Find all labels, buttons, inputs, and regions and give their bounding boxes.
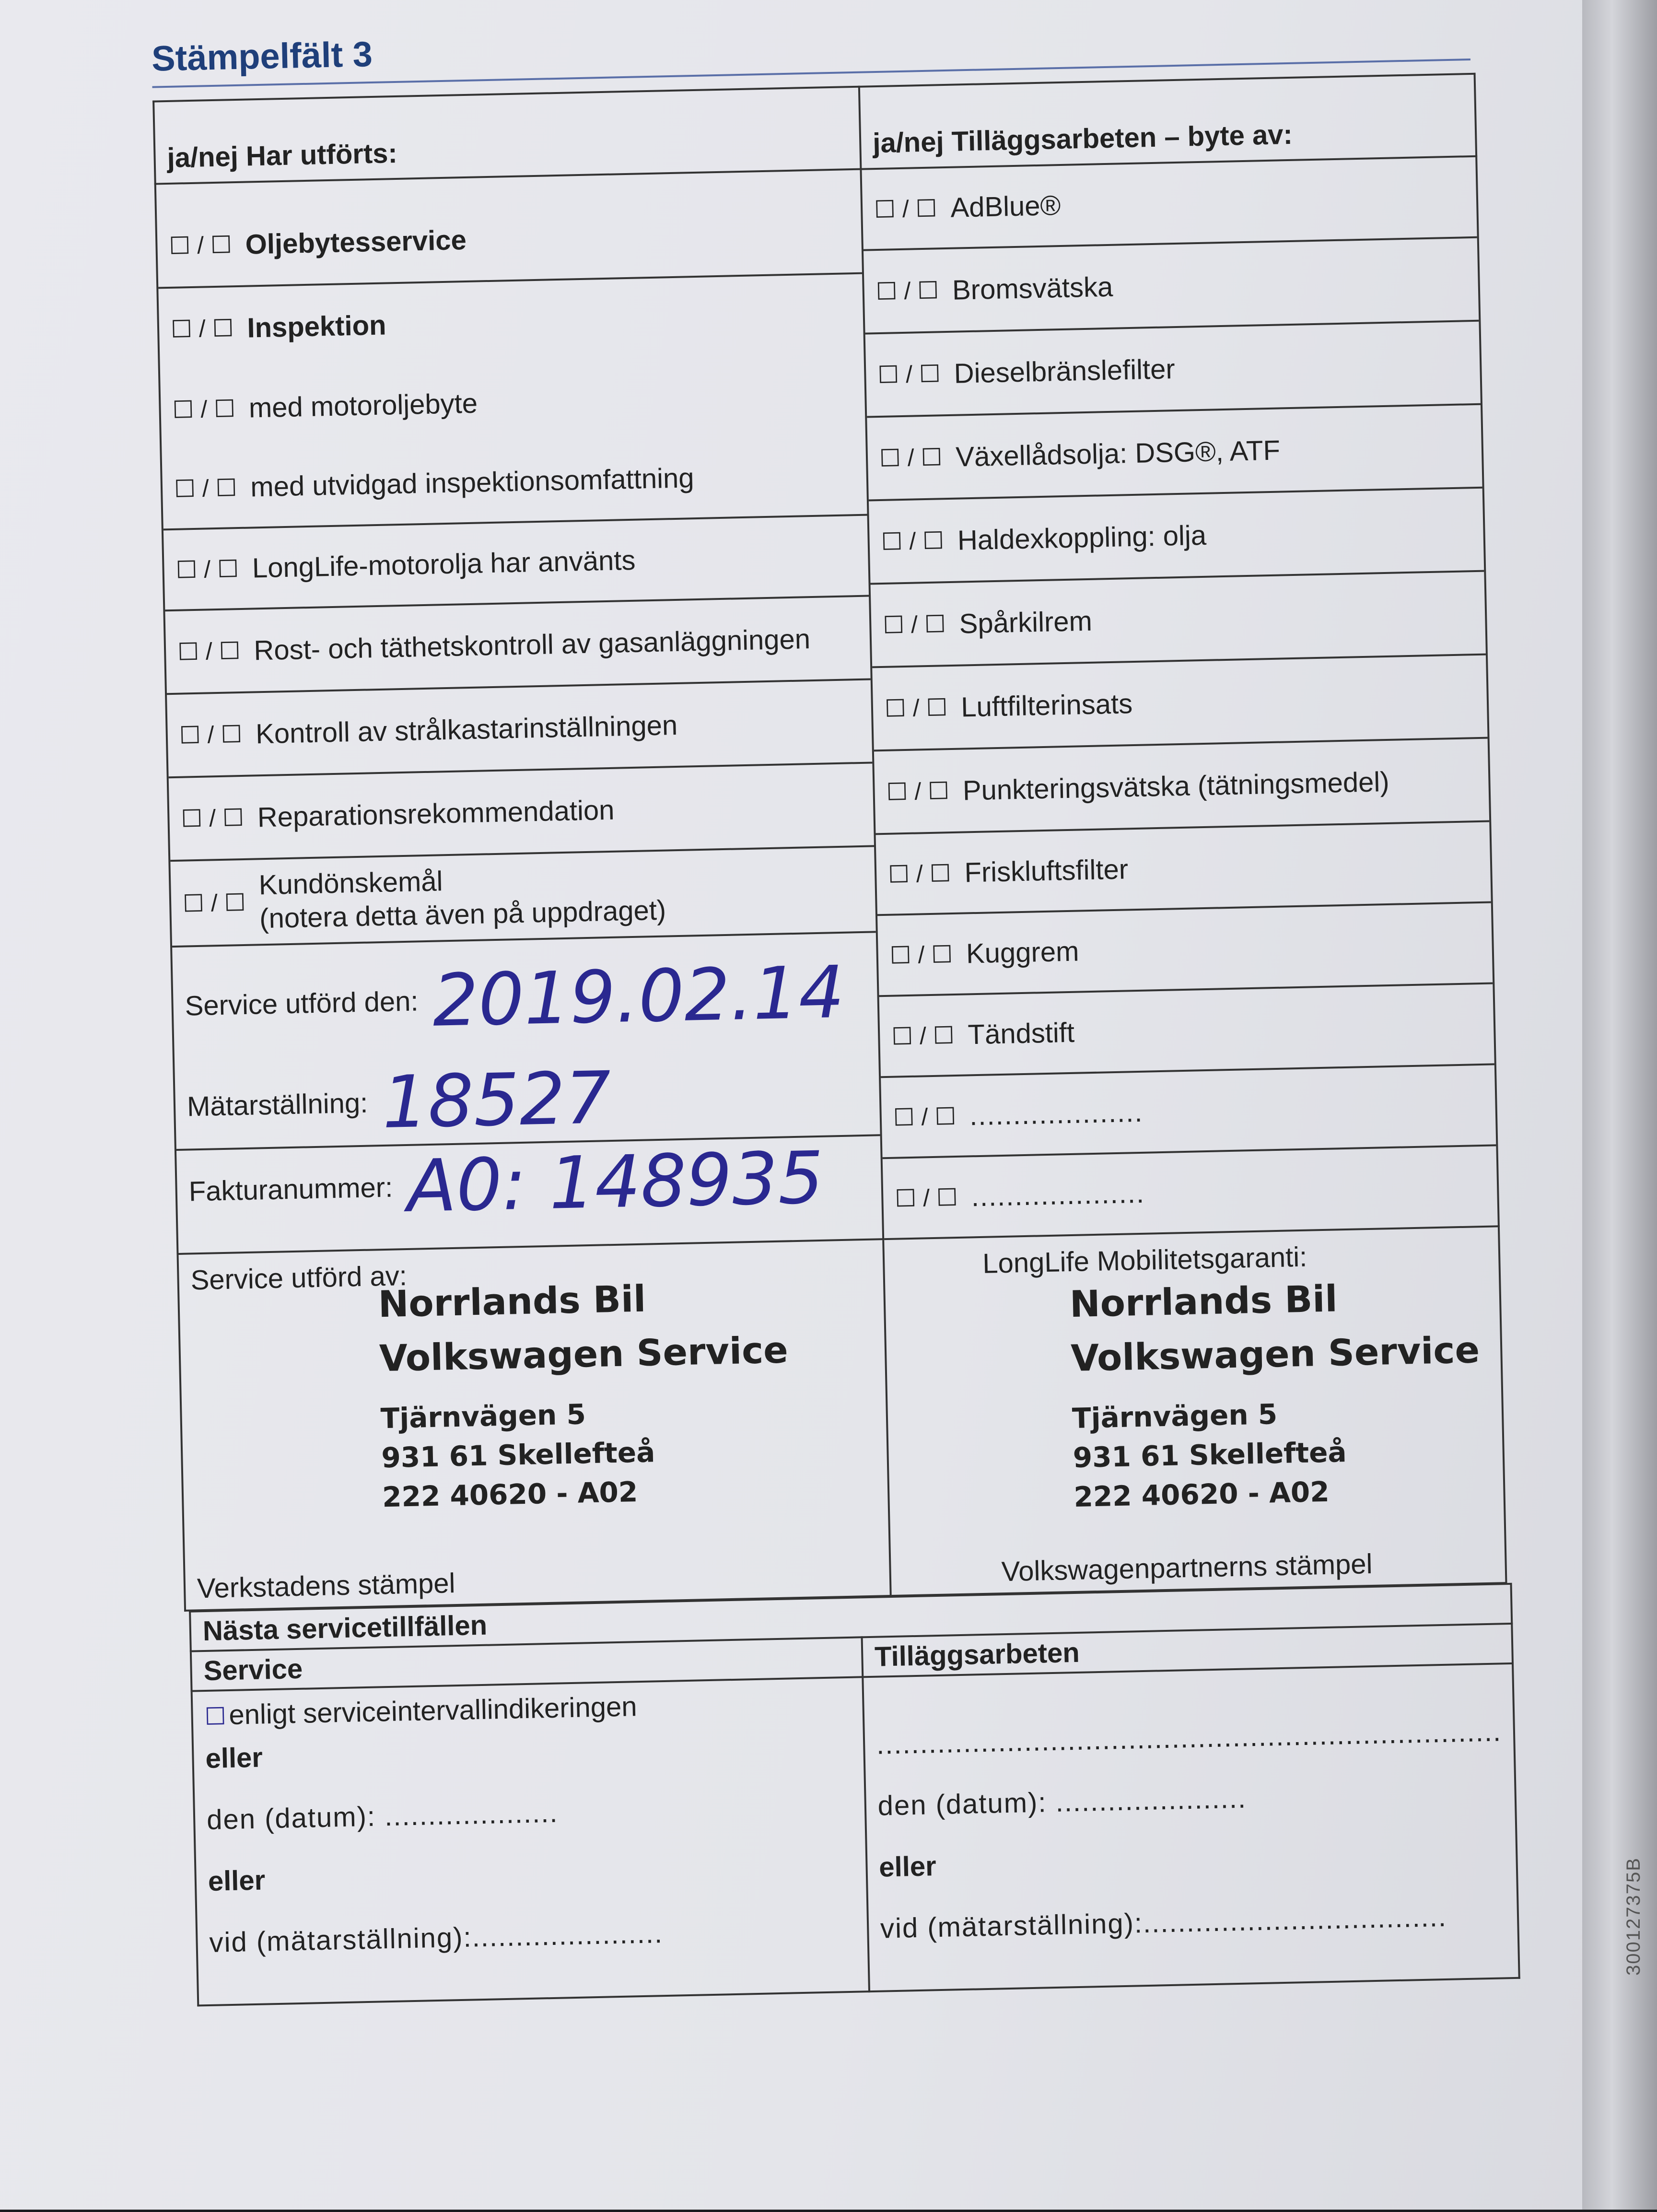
row-label: Reparationsrekommendation <box>257 794 615 833</box>
row-label: Luftfilterinsats <box>960 688 1133 723</box>
invoice-label: Fakturanummer: <box>188 1171 393 1207</box>
performed-list-cell <box>155 169 883 1254</box>
yes-no-checkbox[interactable]: ☐ / ☐ <box>886 777 950 806</box>
row-label: LongLife-motorolja har använts <box>252 544 636 584</box>
indicator-checkbox[interactable]: ☐ <box>204 1703 227 1731</box>
row-adblue[interactable] <box>862 157 1477 251</box>
partner-stamp-cell <box>883 1226 1506 1596</box>
row-label: Spårkilrem <box>958 605 1093 640</box>
row-repair-recommendation[interactable] <box>169 763 874 862</box>
row-label: Växellådsolja: DSG®, ATF <box>955 434 1281 473</box>
yes-no-checkbox[interactable]: ☐ / ☐ <box>179 720 243 749</box>
mobility-guarantee-label: LongLife Mobilitetsgaranti: <box>982 1241 1307 1279</box>
next-additional-right <box>863 1663 1519 1991</box>
yes-no-checkbox[interactable]: ☐ / ☐ <box>891 1021 955 1050</box>
yes-no-checkbox[interactable]: ☐ / ☐ <box>893 1102 957 1131</box>
stamp-dealer-id: 222 40620 - A02 <box>1073 1475 1330 1513</box>
odometer-value[interactable]: 18527 <box>381 1056 612 1145</box>
row-gearbox-oil[interactable] <box>867 405 1482 502</box>
row-diesel-filter[interactable] <box>865 322 1481 418</box>
row-label: Dieselbränslefilter <box>954 353 1176 389</box>
odometer-row <box>175 1050 880 1151</box>
row-headlight-check[interactable] <box>167 680 872 779</box>
row-customer-request[interactable] <box>170 847 875 948</box>
row-longlife-oil[interactable] <box>163 516 869 612</box>
row-blank-2[interactable] <box>883 1146 1498 1238</box>
row-oil-change[interactable] <box>157 191 862 289</box>
yes-no-checkbox[interactable]: ☐ / ☐ <box>174 474 237 503</box>
yes-no-checkbox[interactable]: ☐ / ☐ <box>180 804 245 832</box>
additional-date-field[interactable]: den (datum): ...................... <box>877 1782 1247 1822</box>
additional-odometer-field[interactable]: vid (mätarställning):................................... <box>880 1901 1447 1944</box>
or-label: eller <box>205 1742 263 1775</box>
row-spark-plugs[interactable] <box>879 984 1494 1078</box>
invoice-row <box>176 1136 882 1232</box>
row-label: Punkteringsvätska (tätningsmedel) <box>962 766 1390 807</box>
yes-no-checkbox[interactable]: ☐ / ☐ <box>170 315 234 343</box>
row-label: Haldexkoppling: olja <box>957 519 1207 556</box>
stamp-city: 931 61 Skellefteå <box>381 1436 655 1475</box>
yes-no-checkbox[interactable]: ☐ / ☐ <box>877 360 941 389</box>
yes-no-checkbox[interactable]: ☐ / ☐ <box>168 231 233 259</box>
sheet-title: Stämpelfält 3 <box>151 34 373 79</box>
yes-no-checkbox[interactable]: ☐ / ☐ <box>882 610 946 639</box>
yes-no-checkbox[interactable]: ☐ / ☐ <box>889 940 953 969</box>
service-date-row <box>172 933 878 1065</box>
serial-number: 300127375B <box>1623 1857 1644 1976</box>
row-label: Kundönskemål <box>258 865 443 901</box>
yes-no-checkbox[interactable]: ☐ / ☐ <box>884 694 948 722</box>
indicator-label: enligt serviceintervallindikeringen <box>228 1691 638 1731</box>
row-label: Friskluftsfilter <box>964 854 1129 889</box>
service-date-value[interactable]: 2019.02.14 <box>432 950 845 1043</box>
stamp-street: Tjärnvägen 5 <box>1072 1398 1278 1435</box>
row-label: AdBlue® <box>950 189 1061 223</box>
stamp-city: 931 61 Skellefteå <box>1073 1436 1347 1475</box>
additional-work-field[interactable]: ........................................................................ <box>876 1716 1502 1760</box>
service-date-label: Service utförd den: <box>184 985 419 1022</box>
row-cabin-filter[interactable] <box>876 822 1491 916</box>
row-label: med motoroljebyte <box>248 387 478 424</box>
yes-no-checkbox[interactable]: ☐ / ☐ <box>177 637 241 666</box>
left-column-header: ja/nej Har utförts: <box>153 87 861 184</box>
next-odometer-field[interactable]: vid (mätarställning):...................... <box>209 1918 664 1958</box>
yes-no-checkbox[interactable]: ☐ / ☐ <box>175 555 239 584</box>
yes-no-checkbox[interactable]: ☐ / ☐ <box>874 194 938 223</box>
service-record-table <box>152 73 1507 1612</box>
stamp-service-line: Volkswagen Service <box>1070 1328 1480 1380</box>
row-ribbed-belt[interactable] <box>871 572 1486 668</box>
row-gas-system-check[interactable] <box>165 597 870 695</box>
row-haldex-oil[interactable] <box>869 489 1484 585</box>
workshop-stamp-caption: Verkstadens stämpel <box>197 1568 456 1604</box>
row-label: Kuggrem <box>966 936 1080 970</box>
row-blank-1[interactable] <box>881 1065 1496 1159</box>
row-label: Tändstift <box>967 1017 1075 1051</box>
odometer-label: Mätarställning: <box>187 1087 368 1123</box>
or-label: eller <box>878 1850 937 1883</box>
row-label: Oljebytesservice <box>245 224 467 260</box>
row-label: Kontroll av strålkastarinställningen <box>255 709 678 749</box>
row-label-multiline <box>258 860 666 936</box>
right-column-header: ja/nej Tilläggsarbeten – byte av: <box>859 74 1476 169</box>
next-service-table <box>189 1583 1520 2007</box>
row-puncture-fluid[interactable] <box>874 739 1489 835</box>
invoice-value[interactable]: A0: 148935 <box>406 1136 825 1229</box>
stamp-street: Tjärnvägen 5 <box>380 1398 586 1435</box>
stamp-dealer-name: Norrlands Bil <box>1069 1277 1338 1326</box>
workshop-stamp <box>378 1273 876 1517</box>
row-timing-belt[interactable] <box>877 903 1493 997</box>
performed-by-label: Service utförd av: <box>190 1260 408 1296</box>
row-label: Bromsvätska <box>952 271 1113 306</box>
stamp-address <box>1072 1390 1492 1517</box>
row-air-filter[interactable] <box>872 655 1487 752</box>
partner-stamp-caption: Volkswagenpartnerns stämpel <box>1001 1548 1373 1588</box>
next-service-title: Nästa servicetillfällen <box>190 1584 1512 1651</box>
next-service-left <box>192 1677 869 2005</box>
row-label-blank: .................... <box>969 1096 1144 1132</box>
yes-no-checkbox[interactable]: ☐ / ☐ <box>182 889 246 917</box>
row-with-oil-change[interactable] <box>160 356 865 450</box>
row-label-note: (notera detta även på uppdraget) <box>259 894 666 934</box>
partner-stamp <box>1069 1274 1492 1517</box>
yes-no-checkbox[interactable]: ☐ / ☐ <box>887 859 952 888</box>
row-brake-fluid[interactable] <box>864 238 1479 335</box>
or-label: eller <box>208 1864 266 1897</box>
yes-no-checkbox[interactable]: ☐ / ☐ <box>172 395 236 423</box>
stamp-service-line: Volkswagen Service <box>379 1328 789 1380</box>
next-date-field[interactable]: den (datum): .................... <box>206 1797 559 1836</box>
row-label-blank: .................... <box>971 1177 1145 1213</box>
next-service-col-additional: Tilläggsarbeten <box>862 1624 1513 1677</box>
row-label: Rost- och täthetskontroll av gasanläggningen <box>253 623 811 666</box>
stamp-address <box>380 1389 876 1517</box>
stamp-dealer-id: 222 40620 - A02 <box>382 1475 638 1514</box>
yes-no-checkbox[interactable]: ☐ / ☐ <box>881 527 945 555</box>
next-service-col-service: Service <box>191 1637 863 1691</box>
row-inspection[interactable] <box>158 274 864 371</box>
yes-no-checkbox[interactable]: ☐ / ☐ <box>875 277 939 305</box>
row-label: med utvidgad inspektionsomfattning <box>250 462 695 503</box>
row-label: Inspektion <box>246 309 387 344</box>
row-extended-inspection[interactable] <box>162 435 867 531</box>
stamp-dealer-name: Norrlands Bil <box>377 1277 646 1326</box>
additional-work-list-cell <box>861 156 1498 1239</box>
yes-no-checkbox[interactable]: ☐ / ☐ <box>894 1183 958 1212</box>
workshop-stamp-cell <box>177 1239 890 1611</box>
yes-no-checkbox[interactable]: ☐ / ☐ <box>879 444 943 472</box>
